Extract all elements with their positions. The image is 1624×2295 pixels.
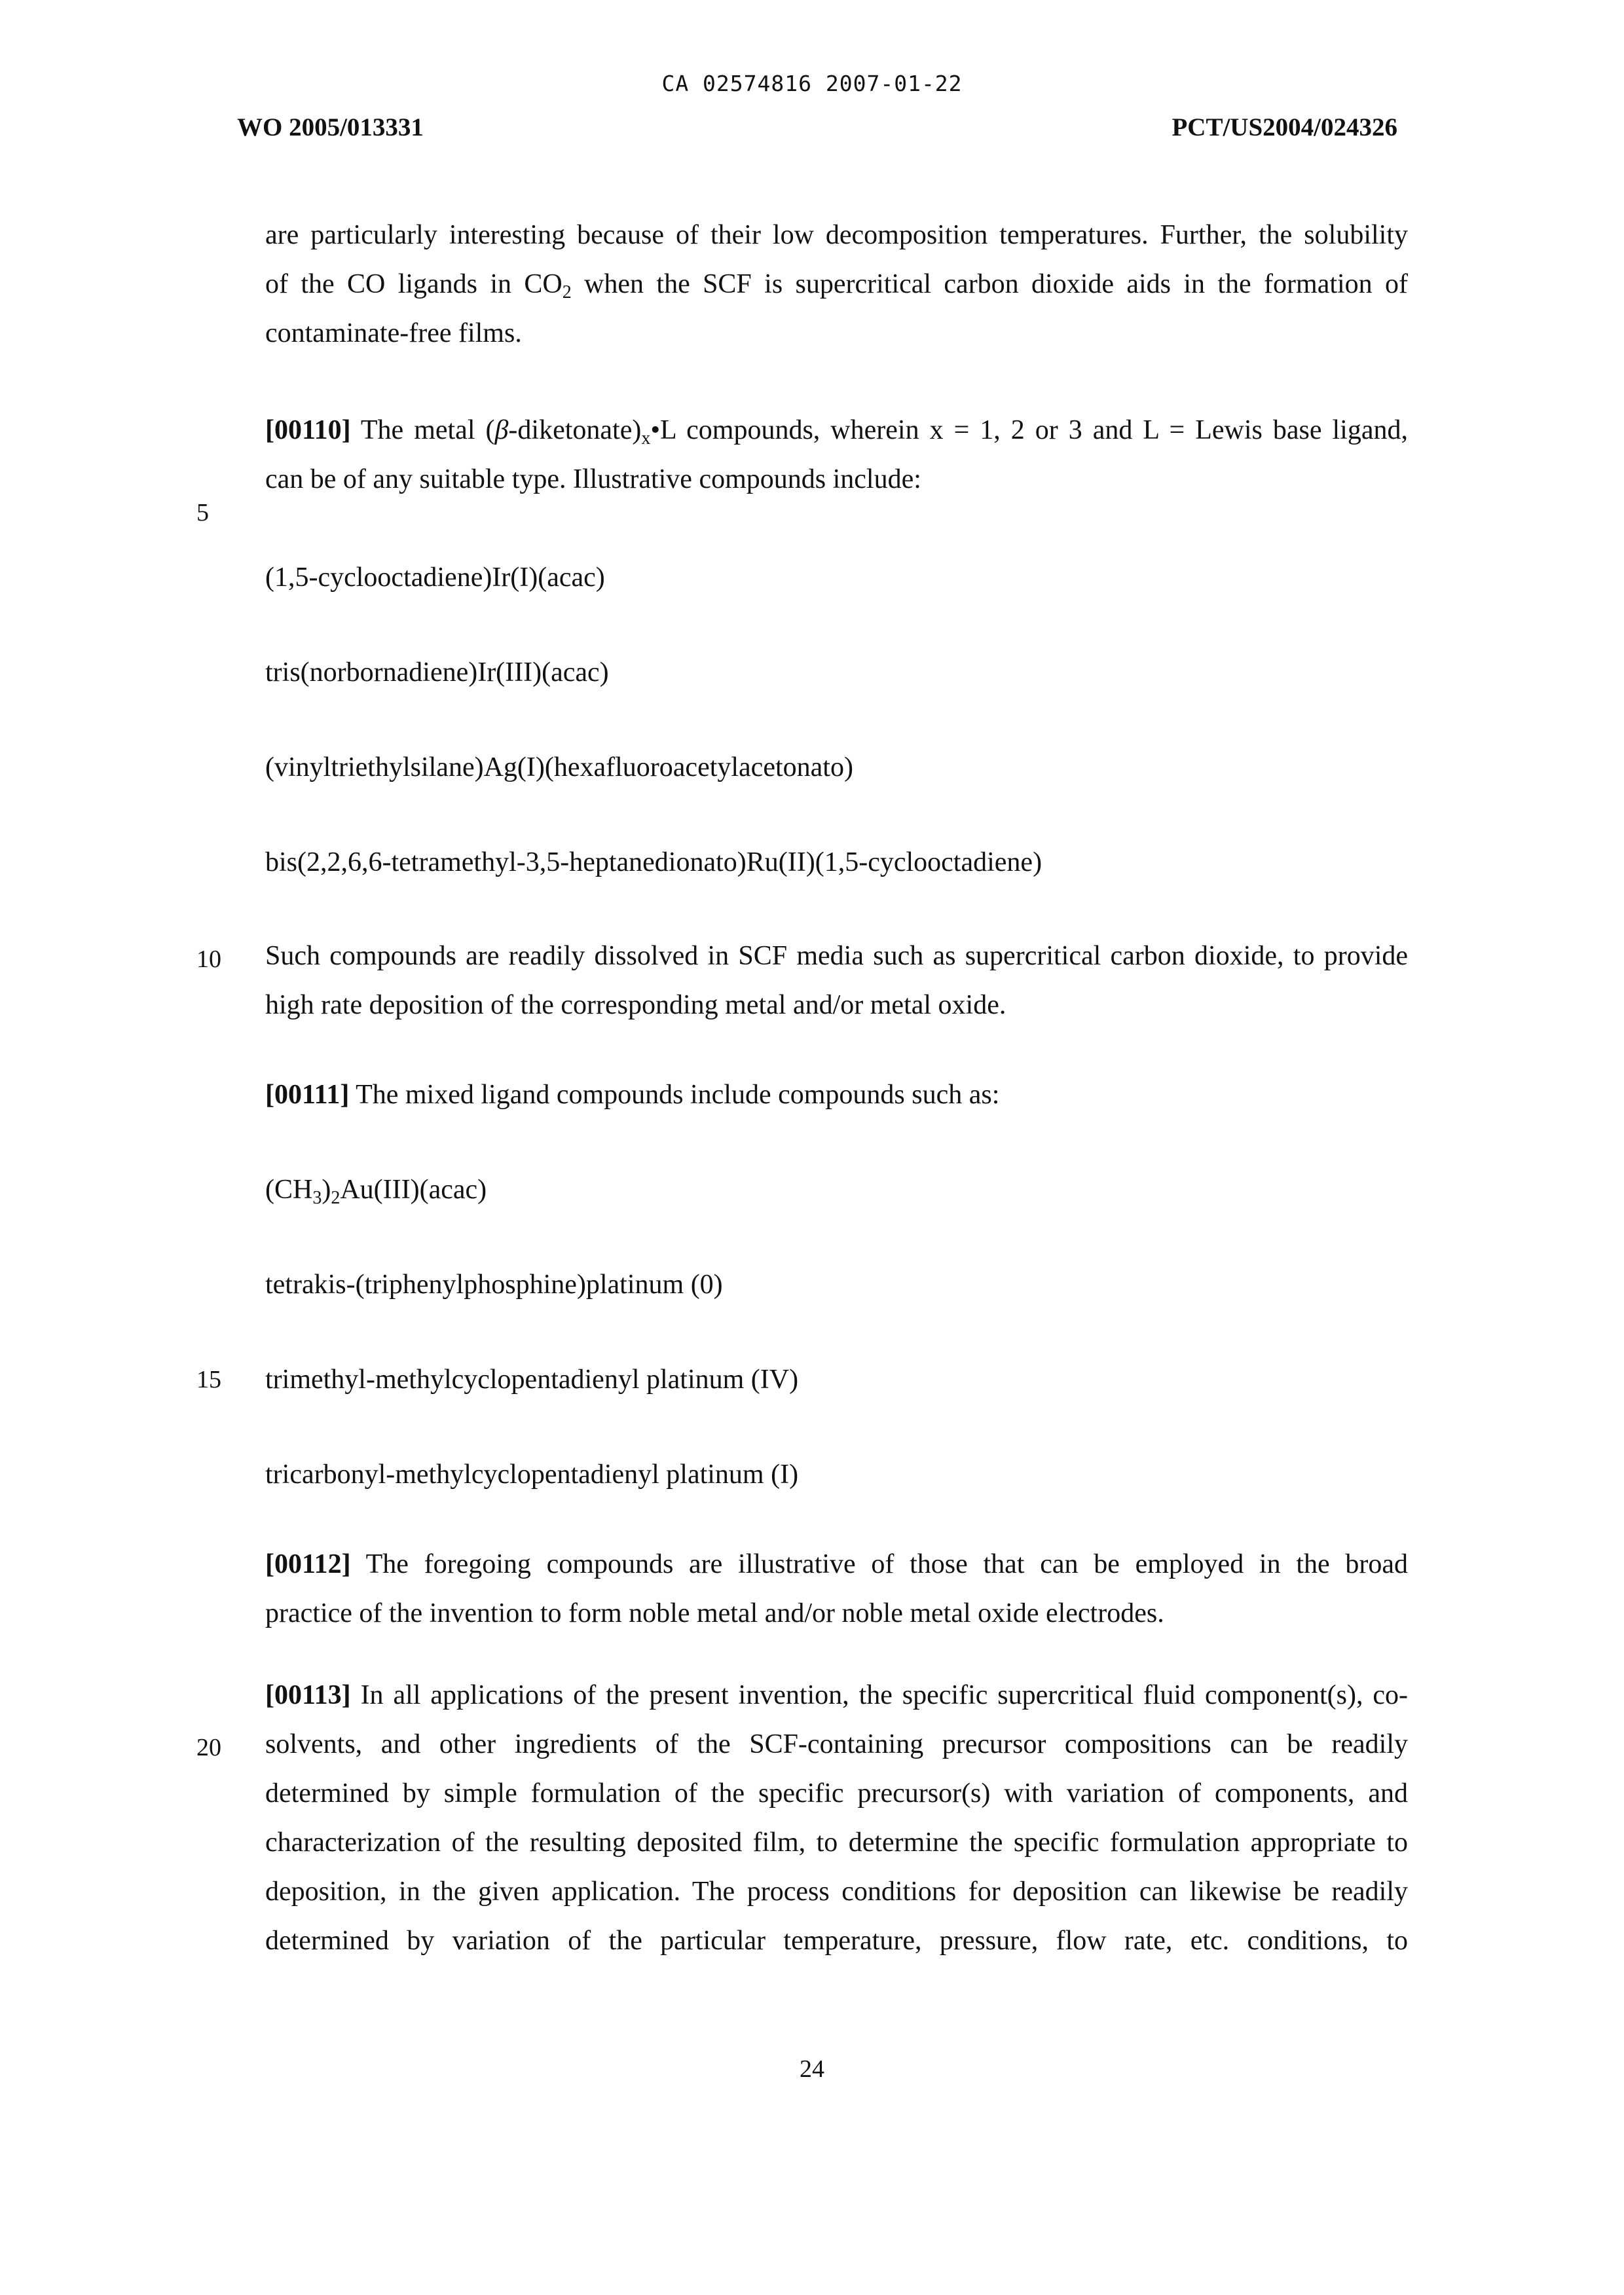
para111-text: The mixed ligand compounds include compounds such as: <box>349 1080 1000 1110</box>
para110-text-b: -diketonate) <box>508 415 642 445</box>
para112-line-1 <box>265 1540 1408 1589</box>
subscript: 3 <box>312 1188 322 1208</box>
para113-line-3: determined by simple formulation of the specific precursor(s) with variation of components, and <box>265 1778 1408 1808</box>
co2-subscript: 2 <box>562 282 572 303</box>
paragraph-number-00112: [00112] <box>265 1549 351 1579</box>
paragraph-number-00111: [00111] <box>265 1080 350 1110</box>
paragraph-00111 <box>265 1075 999 1114</box>
compound-text: ) <box>322 1175 331 1205</box>
para113-line-4: characterization of the resulting deposited film, to determine the specific formulation appropriate to <box>265 1827 1408 1858</box>
paragraph-number-00113: [00113] <box>265 1680 351 1710</box>
intro-line-3: contaminate-free films. <box>265 318 522 348</box>
para110-text-a: The metal ( <box>350 415 495 445</box>
pct-application-number: PCT/US2004/024326 <box>1172 113 1397 141</box>
compound-item: (vinyltriethylsilane)Ag(I)(hexafluoroacetylacetonato) <box>265 752 853 782</box>
line-number: 5 <box>196 499 209 526</box>
para110-line-2: can be of any suitable type. Illustrative compounds include: <box>265 464 921 494</box>
para112-line-2: practice of the invention to form noble metal and/or noble metal oxide electrodes. <box>265 1598 1164 1628</box>
compound-item: tris(norbornadiene)Ir(III)(acac) <box>265 657 609 688</box>
beta-symbol: β <box>494 415 509 445</box>
paragraph-00112 <box>265 1540 1408 1638</box>
such-line-2: high rate deposition of the corresponding metal and/or metal oxide. <box>265 990 1006 1020</box>
subscript: 2 <box>331 1188 341 1208</box>
ca-application-number: CA 02574816 2007-01-22 <box>661 71 963 96</box>
paragraph-00110 <box>265 406 1408 504</box>
compound-item <box>265 1170 487 1209</box>
para110-line-1 <box>265 406 1408 455</box>
para113-text: In all applications of the present invention, the specific supercritical fluid component(s), co- <box>350 1680 1408 1710</box>
para113-line-2: solvents, and other ingredients of the SCF-containing precursor compositions can be readily <box>265 1729 1408 1759</box>
compound-item: tricarbonyl-methylcyclopentadienyl platinum (I) <box>265 1460 799 1490</box>
page-number: 24 <box>800 2055 824 2083</box>
compound-text: Au(III)(acac) <box>340 1175 487 1205</box>
compound-item: bis(2,2,6,6-tetramethyl-3,5-heptanedionato)Ru(II)(1,5-cyclooctadiene) <box>265 847 1043 877</box>
x-subscript: x <box>641 428 651 449</box>
compound-item: (1,5-cyclooctadiene)Ir(I)(acac) <box>265 562 605 593</box>
compound-item: tetrakis-(triphenylphosphine)platinum (0) <box>265 1270 723 1300</box>
para113-line-1 <box>265 1671 1408 1720</box>
line-number: 15 <box>196 1366 221 1393</box>
such-line-1: Such compounds are readily dissolved in SCF media such as supercritical carbon dioxide, to provide <box>265 941 1408 971</box>
para113-line-6: determined by variation of the particular temperature, pressure, flow rate, etc. conditions, to <box>265 1926 1408 1956</box>
intro-line-2-text-b: when the SCF is supercritical carbon dioxide aids in the formation of <box>571 269 1409 299</box>
paragraph-00113 <box>265 1671 1408 1966</box>
compound-text: (CH <box>265 1175 313 1205</box>
para113-line-5: deposition, in the given application. The process conditions for deposition can likewise be readily <box>265 1877 1408 1907</box>
paragraph-number-00110: [00110] <box>265 415 351 445</box>
intro-line-1: are particularly interesting because of their low decomposition temperatures. Further, the solubility <box>265 220 1408 250</box>
intro-line-2 <box>265 260 1408 309</box>
such-compounds-paragraph <box>265 932 1408 1030</box>
compound-item: trimethyl-methylcyclopentadienyl platinum (IV) <box>265 1365 799 1395</box>
line-number: 20 <box>196 1734 221 1761</box>
para110-text-c: •L compounds, wherein x = 1, 2 or 3 and L = Lewis base ligand, <box>650 415 1408 445</box>
line-number: 10 <box>196 946 221 973</box>
intro-paragraph <box>265 211 1408 358</box>
intro-line-2-text-a: of the CO ligands in CO <box>265 269 563 299</box>
para112-text: The foregoing compounds are illustrative of those that can be employed in the broad <box>350 1549 1408 1579</box>
wo-publication-number: WO 2005/013331 <box>237 113 424 141</box>
